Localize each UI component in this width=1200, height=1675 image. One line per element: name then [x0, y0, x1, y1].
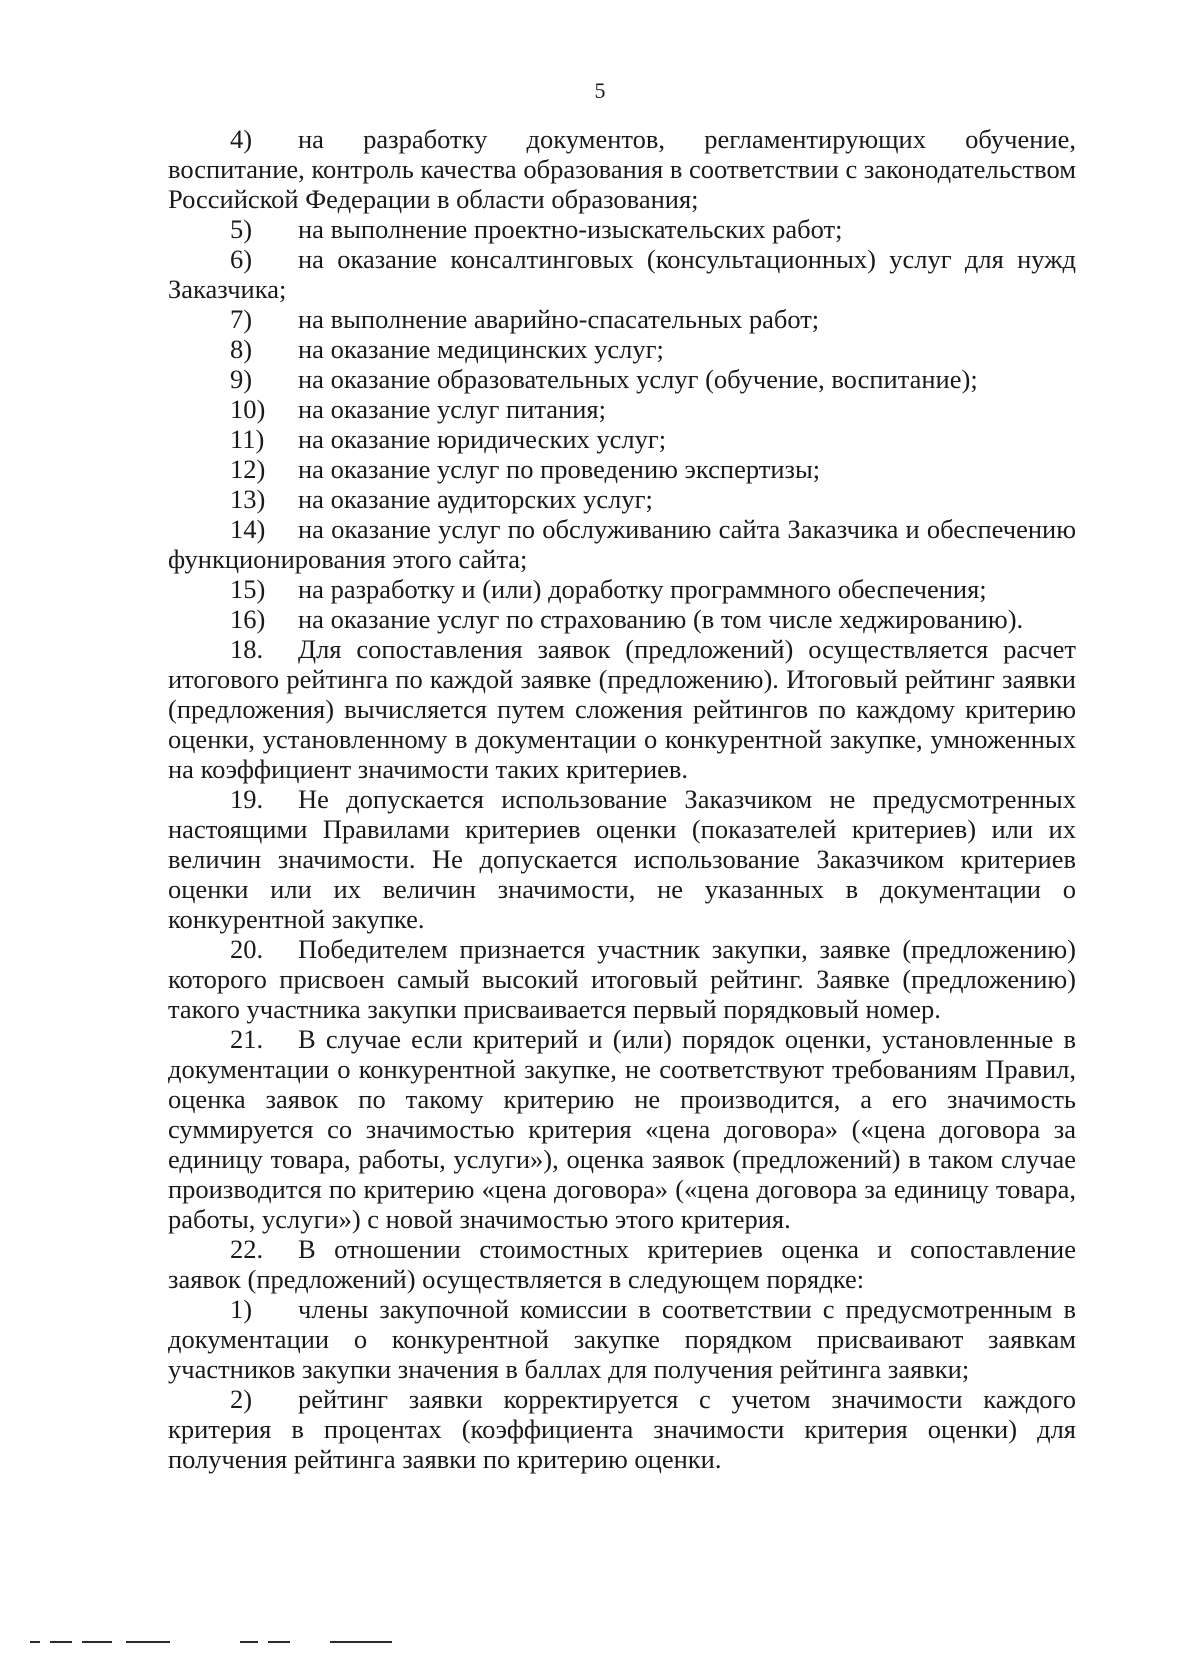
list-item-4	[168, 124, 1076, 214]
scan-mark	[30, 1641, 40, 1643]
list-item-12	[168, 454, 1076, 484]
clause-21	[168, 1024, 1076, 1234]
list-item-11	[168, 424, 1076, 454]
item-text: на оказание образовательных услуг (обучение, воспитание);	[298, 364, 978, 394]
clause-number: 21.	[230, 1024, 264, 1054]
item-text: рейтинг заявки корректируется с учетом значимости каждого критерия в процентах (коэффициента значимости критерия оценки) для получения рейтинга заявки по критерию оценки.	[168, 1384, 1076, 1474]
item-number: 8)	[230, 334, 253, 364]
scan-mark	[126, 1641, 170, 1643]
item-text: на оказание услуг по проведению экспертизы;	[298, 454, 821, 484]
item-text: на выполнение аварийно-спасательных работ;	[298, 304, 820, 334]
scan-mark	[240, 1641, 258, 1643]
list-item-15	[168, 574, 1076, 604]
clause-text: Не допускается использование Заказчиком не предусмотренных настоящими Правилами критериев оценки (показателей критериев) или их величин значимости. Не допускается использование Заказчиком критериев оценки или их величин значимости, не указанных в документации о конкурентной закупке.	[168, 784, 1076, 934]
item-number: 11)	[230, 424, 265, 454]
clause-number: 19.	[230, 784, 264, 814]
list-item-9	[168, 364, 1076, 394]
clause-text: В случае если критерий и (или) порядок оценки, установленные в документации о конкурентной закупке, не соответствуют требованиям Правил, оценка заявок по такому критерию не производится, а его значимость суммируется со значимостью критерия «цена договора» («цена договора за единицу товара, работы, услуги»), оценка заявок (предложений) в таком случае производится по критерию «цена договора» («цена договора за единицу товара, работы, услуги») с новой значимостью этого критерия.	[168, 1024, 1076, 1234]
item-text: на выполнение проектно-изыскательских работ;	[298, 214, 843, 244]
item-number: 12)	[230, 454, 266, 484]
item-text: на оказание услуг по страхованию (в том числе хеджированию).	[298, 604, 1024, 634]
item-number: 10)	[230, 394, 266, 424]
item-text: члены закупочной комиссии в соответствии с предусмотренным в документации о конкурентной закупке порядком присваивают заявкам участников закупки значения в баллах для получения рейтинга заявки;	[168, 1294, 1076, 1384]
list-item-16	[168, 604, 1076, 634]
clause-20	[168, 934, 1076, 1024]
item-number: 15)	[230, 574, 266, 604]
item-text: на оказание консалтинговых (консультационных) услуг для нужд Заказчика;	[168, 244, 1076, 304]
clause-19	[168, 784, 1076, 934]
clause-22	[168, 1234, 1076, 1294]
item-text: на оказание медицинских услуг;	[298, 334, 664, 364]
item-number: 6)	[230, 244, 253, 274]
list-item-6	[168, 244, 1076, 304]
list-item-14	[168, 514, 1076, 574]
item-number: 1)	[230, 1294, 253, 1324]
item-number: 5)	[230, 214, 253, 244]
scan-mark	[82, 1641, 112, 1643]
item-number: 16)	[230, 604, 266, 634]
page-number: 5	[594, 78, 606, 103]
item-number: 14)	[230, 514, 266, 544]
list-item-7	[168, 304, 1076, 334]
item-number: 2)	[230, 1384, 253, 1414]
item-number: 13)	[230, 484, 266, 514]
list-item-5	[168, 214, 1076, 244]
item-text: на разработку документов, регламентирующих обучение, воспитание, контроль качества образования в соответствии с законодательством Российской Федерации в области образования;	[168, 124, 1076, 214]
scan-mark	[330, 1641, 392, 1643]
item-text: на оказание юридических услуг;	[298, 424, 667, 454]
clause-number: 22.	[230, 1234, 264, 1264]
scan-mark	[50, 1641, 72, 1643]
clause-text: Для сопоставления заявок (предложений) осуществляется расчет итогового рейтинга по каждой заявке (предложению). Итоговый рейтинг заявки (предложения) вычисляется путем сложения рейтингов по каждому критерию оценки, установленному в документации о конкурентной закупке, умноженных на коэффициент значимости таких критериев.	[168, 634, 1076, 784]
item-text: на оказание аудиторских услуг;	[298, 484, 653, 514]
item-number: 4)	[230, 124, 253, 154]
item-number: 7)	[230, 304, 253, 334]
list-item-8	[168, 334, 1076, 364]
clause-number: 18.	[230, 634, 264, 664]
subitem-2	[168, 1384, 1076, 1474]
item-number: 9)	[230, 364, 253, 394]
clause-number: 20.	[230, 934, 264, 964]
subitem-1	[168, 1294, 1076, 1384]
scan-mark	[268, 1641, 290, 1643]
document-body	[168, 124, 1076, 1474]
item-text: на разработку и (или) доработку программного обеспечения;	[298, 574, 987, 604]
list-item-10	[168, 394, 1076, 424]
clause-text: Победителем признается участник закупки, заявке (предложению) которого присвоен самый высокий итоговый рейтинг. Заявке (предложению) такого участника закупки присваивается первый порядковый номер.	[168, 934, 1076, 1024]
item-text: на оказание услуг питания;	[298, 394, 606, 424]
clause-18	[168, 634, 1076, 784]
clause-text: В отношении стоимостных критериев оценка и сопоставление заявок (предложений) осуществляется в следующем порядке:	[168, 1234, 1076, 1294]
scan-artifact-lines	[30, 1641, 430, 1647]
item-text: на оказание услуг по обслуживанию сайта Заказчика и обеспечению функционирования этого сайта;	[168, 514, 1076, 574]
list-item-13	[168, 484, 1076, 514]
